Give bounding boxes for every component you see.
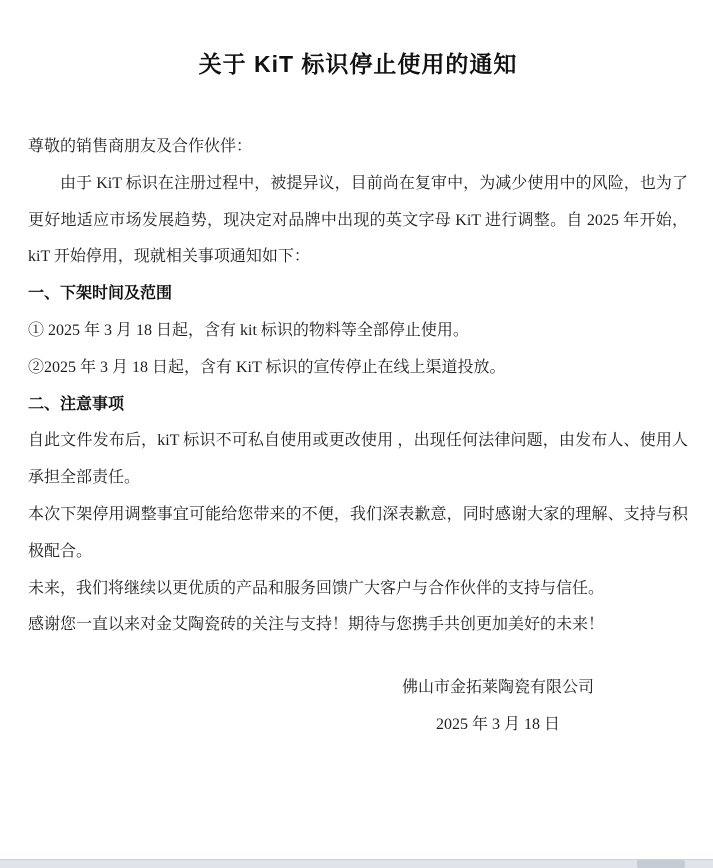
- section-2-para-3: 未来，我们将继续以更优质的产品和服务回馈广大客户与合作伙伴的支持与信任。: [28, 579, 605, 597]
- section-2-para-2: 本次下架停用调整事宜可能给您带来的不便，我们深表歉意，同时感谢大家的理解、支持与积极配合。: [28, 505, 688, 560]
- horizontal-scrollbar[interactable]: [0, 859, 713, 868]
- section-2-heading: 二、注意事项: [28, 395, 125, 413]
- document-title: 关于 KiT 标识停止使用的通知: [198, 51, 518, 77]
- section-1-item-1: ① 2025 年 3 月 18 日起，含有 kit 标识的物料等全部停止使用。: [28, 321, 469, 339]
- section-1-heading: 一、下架时间及范围: [28, 285, 173, 303]
- scrollbar-thumb[interactable]: [637, 860, 685, 868]
- company-name: 佛山市金拓莱陶瓷有限公司: [401, 679, 594, 697]
- section-2-para-4: 感谢您一直以来对金艾陶瓷砖的关注与支持！期待与您携手共创更加美好的未来！: [28, 616, 605, 634]
- greeting-line: 尊敬的销售商朋友及合作伙伴：: [28, 138, 253, 155]
- signature-date: 2025 年 3 月 18 日: [435, 715, 560, 733]
- section-1-item-2: ②2025 年 3 月 18 日起，含有 KiT 标识的宣传停止在线上渠道投放。: [28, 358, 506, 376]
- signature-block: [348, 670, 648, 744]
- section-2-para-1: 自此文件发布后，kiT 标识不可私自使用或更改使用 ，出现任何法律问题，由发布人、使用人承担全部责任。: [28, 432, 688, 487]
- intro-paragraph: 由于 KiT 标识在注册过程中，被提异议，目前尚在复审中，为减少使用中的风险，也为了更好地适应市场发展趋势，现决定对品牌中出现的英文字母 KiT 进行调整。自 2025 年开始，kiT 开始停用，现就相关事项通知如下：: [28, 174, 688, 266]
